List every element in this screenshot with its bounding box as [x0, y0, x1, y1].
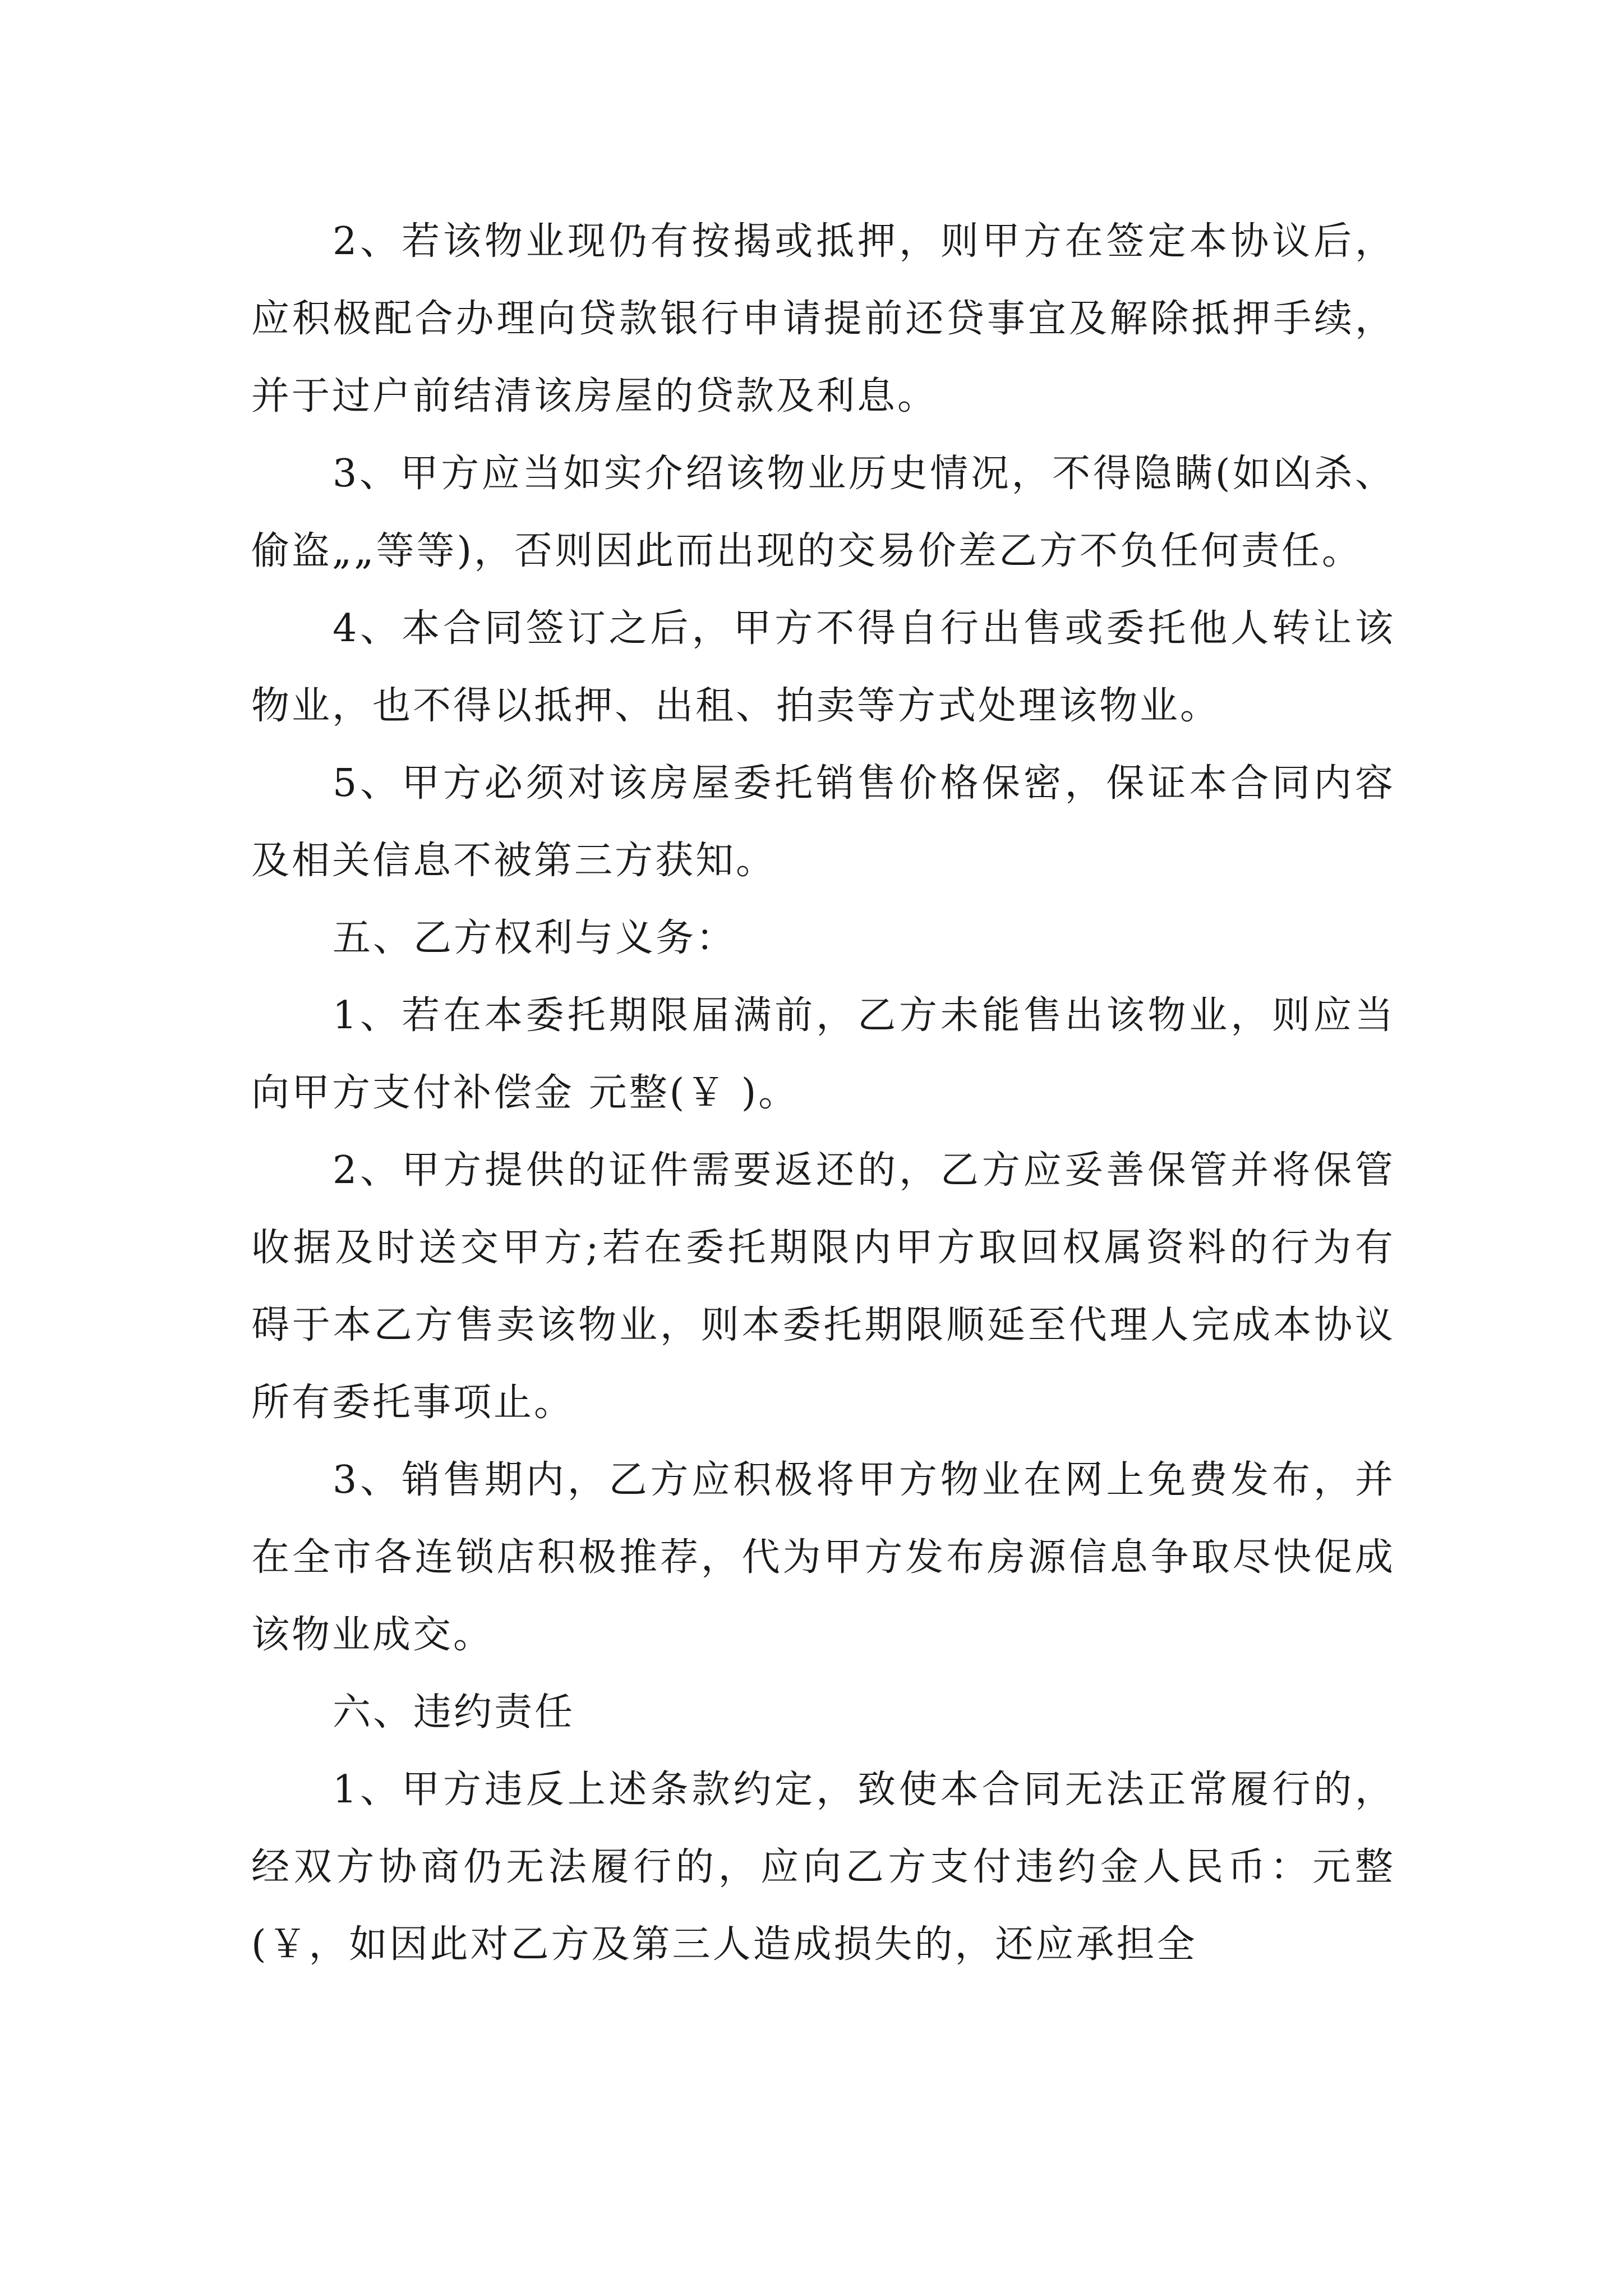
- document-body: [251, 203, 1395, 1984]
- paragraph-clause-6-1: 1、甲方违反上述条款约定，致使本合同无法正常履行的，经双方协商仍无法履行的，应向乙方支付违约金人民币：元整(￥，如因此对乙方及第三人造成损失的，还应承担全: [251, 1768, 1395, 1967]
- paragraph-clause-4-4: 4、本合同签订之后，甲方不得自行出售或委托他人转让该物业，也不得以抵押、出租、拍卖等方式处理该物业。: [251, 606, 1395, 728]
- section-heading-6: 六、违约责任: [333, 1690, 575, 1734]
- paragraph-clause-5-3: 3、销售期内，乙方应积极将甲方物业在网上免费发布，并在全市各连锁店积极推荐，代为甲方发布房源信息争取尽快促成该物业成交。: [251, 1458, 1395, 1657]
- paragraph-clause-5-2: 2、甲方提供的证件需要返还的，乙方应妥善保管并将保管收据及时送交甲方;若在委托期限内甲方取回权属资料的行为有碍于本乙方售卖该物业，则本委托期限顺延至代理人完成本协议所有委托事项止。: [251, 1148, 1395, 1425]
- paragraph-clause-4-2: 2、若该物业现仍有按揭或抵押，则甲方在签定本协议后，应积极配合办理向贷款银行申请提前还贷事宜及解除抵押手续，并于过户前结清该房屋的贷款及利息。: [251, 219, 1395, 418]
- paragraph-clause-5-1: 1、若在本委托期限届满前，乙方未能售出该物业，则应当向甲方支付补偿金 元整(￥ )。: [251, 993, 1395, 1115]
- paragraph-clause-4-3: 3、甲方应当如实介绍该物业历史情况，不得隐瞒(如凶杀、偷盗„„等等)，否则因此而出现的交易价差乙方不负任何责任。: [251, 452, 1395, 573]
- section-heading-5: 五、乙方权利与义务：: [333, 916, 737, 960]
- paragraph-clause-4-5: 5、甲方必须对该房屋委托销售价格保密，保证本合同内容及相关信息不被第三方获知。: [251, 761, 1395, 883]
